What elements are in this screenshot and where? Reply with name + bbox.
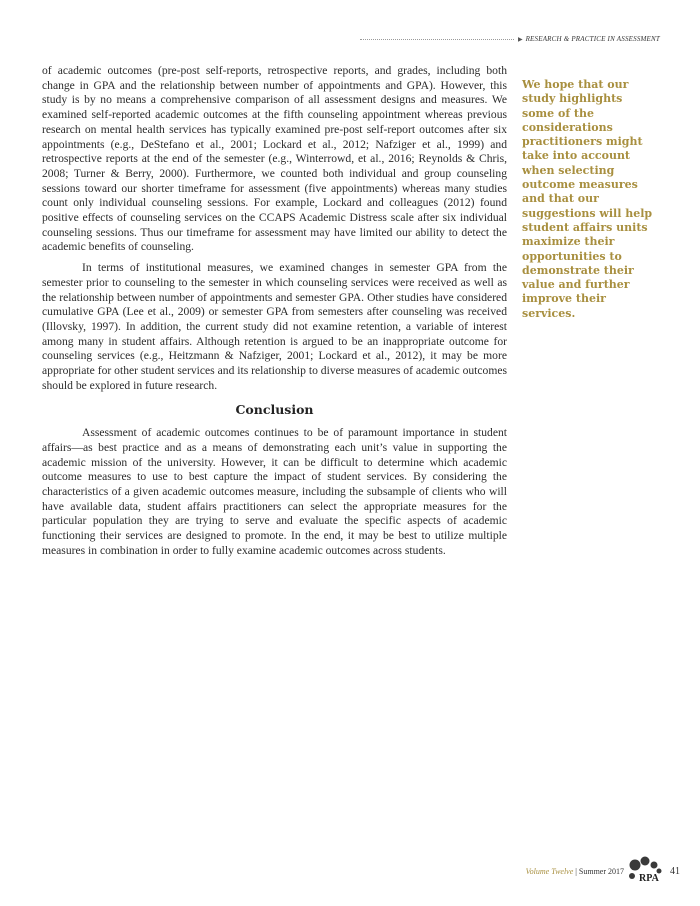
page-number: 41 — [670, 865, 680, 877]
footer-season: Summer 2017 — [578, 866, 624, 876]
logo-text: RPA — [639, 873, 659, 884]
body-paragraph-2: In terms of institutional measures, we examined changes in semester GPA from the semester prior to counseling to the semester in which counseling services were received as well as the relationship between number of appointments and semester GPA. Other studies have considered cumulative GPA (Lee et al., 2009) or semester GPA from semesters after counseling was received (Illovsky, 1997). In addition, the current study did not examine retention, a variable of interest among many in student affairs. Although retention is argued to be an inappropriate outcome for counseling services (e.g., Heitzmann & Nafziger, 2001; Lockard et al., 2012), it may be more appropriate for other student services and its relationship to diverse measures of academic outcomes should be explored in future research. — [42, 261, 507, 392]
footer-volume-line — [526, 867, 624, 876]
main-column — [42, 64, 507, 559]
body-paragraph-1: of academic outcomes (pre-post self-reports, retrospective reports, and grades, including both change in GPA and the relationship between number of appointments and GPA). However, this study is by no means a comprehensive comparison of all assessment designs and measures. We examined self-reported academic outcomes at the fifth counseling appointment whereas previous research on mental health services has typically examined pre-post self-report outcomes after six appointments (e.g., DeStefano et al., 2001; Lockard et al., 2012; Nafziger et al., 1999) and retrospective reports at the end of the semester (e.g., Winterrowd, et al., 2016; Reynolds & Chris, 2008; Turner & Berry, 2000). Furthermore, we counted both individual and group counseling sessions toward our shorter timeframe for assessment (five appointments) whereas many studies count only individual counseling sessions. For example, Lockard and colleagues (2012) found positive effects of counseling services on the CCAPS Academic Distress scale after six individual counseling sessions. Thus our timeframe for assessment may have limited our ability to detect the academic benefits of counseling. — [42, 64, 507, 254]
running-head — [360, 33, 660, 45]
footer-separator: | — [573, 866, 579, 876]
arrow-icon: ▶ — [517, 35, 523, 43]
running-head-title: RESEARCH & PRACTICE IN ASSESSMENT — [525, 35, 660, 43]
rpa-logo-icon — [628, 856, 664, 886]
section-heading-conclusion: Conclusion — [235, 402, 314, 418]
pull-quote: We hope that our study highlights some of the considerations practitioners might take into account when selecting outcome measures and that our suggestions will help student affairs units maximize their opportunities to demonstrate their value and further improve their services. — [522, 78, 653, 320]
dotted-rule — [360, 39, 514, 40]
footer-volume: Volume Twelve — [525, 866, 574, 876]
footer — [460, 856, 680, 886]
body-paragraph-3: Assessment of academic outcomes continues to be of paramount importance in student affairs—as best practice and as a means of demonstrating each unit’s value in supporting the academic mission of the university. However, it can be difficult to determine which academic outcome measures to use to best capture the impact of student services. By considering the characteristics of a given academic outcomes measure, including the subsample of clients who will have available data, student affairs practitioners can select the appropriate measures for the particular population they are trying to serve and evaluate the specific aspects of academic functioning their services are designed to promote. In the end, it may be best to utilize multiple measures in combination in order to fully examine academic outcomes across students. — [42, 426, 507, 557]
